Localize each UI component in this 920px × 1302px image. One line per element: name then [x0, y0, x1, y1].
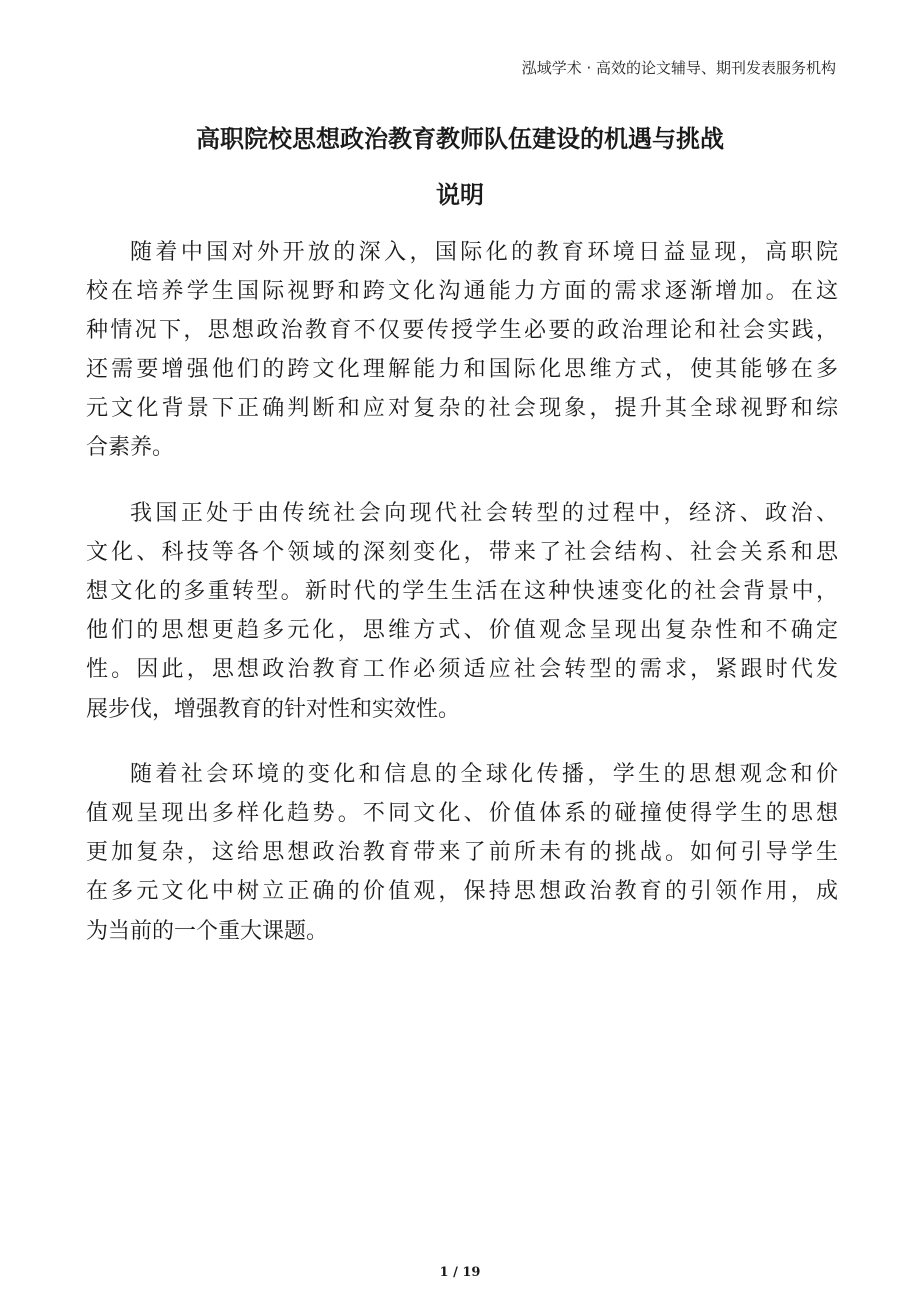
text-line: 元文化背景下正确判断和应对复杂的社会现象，提升其全球视野和综: [86, 396, 838, 422]
document-title: 高职院校思想政治教育教师队伍建设的机遇与挑战: [196, 125, 724, 153]
text-line: 还需要增强他们的跨文化理解能力和国际化思维方式，使其能够在多: [86, 357, 838, 383]
paragraph: [86, 233, 838, 468]
section-heading: 说明: [436, 181, 484, 209]
text-line: 校在培养学生国际视野和跨文化沟通能力方面的需求逐渐增加。在这: [86, 279, 838, 305]
text-line: 文化、科技等各个领域的深刻变化，带来了社会结构、社会关系和思: [86, 540, 838, 566]
text-line: 随着中国对外开放的深入，国际化的教育环境日益显现，高职院: [130, 240, 838, 265]
text-line: 种情况下，思想政治教育不仅要传授学生必要的政治理论和社会实践，: [86, 318, 838, 344]
text-line: 展步伐，增强教育的针对性和实效性。: [86, 696, 461, 722]
page-header: 泓域学术 · 高效的论文辅导、期刊发表服务机构: [521, 59, 836, 77]
text-line: 性。因此，思想政治教育工作必须适应社会转型的需求，紧跟时代发: [86, 657, 838, 683]
text-line: 随着社会环境的变化和信息的全球化传播，学生的思想观念和价: [130, 762, 838, 788]
document-body: [86, 233, 838, 977]
text-line: 值观呈现出多样化趋势。不同文化、价值体系的碰撞使得学生的思想: [86, 801, 838, 827]
paragraph: [86, 494, 838, 729]
text-line: 我国正处于由传统社会向现代社会转型的过程中，经济、政治、: [130, 501, 838, 527]
text-line: 合素养。: [86, 435, 175, 461]
page-number: 1 / 19: [439, 1265, 481, 1280]
paragraph: [86, 755, 838, 950]
text-line: 想文化的多重转型。新时代的学生生活在这种快速变化的社会背景中，: [86, 579, 838, 605]
text-line: 他们的思想更趋多元化，思维方式、价值观念呈现出复杂性和不确定: [86, 618, 838, 644]
text-line: 更加复杂，这给思想政治教育带来了前所未有的挑战。如何引导学生: [86, 840, 838, 866]
text-line: 为当前的一个重大课题。: [86, 918, 329, 944]
text-line: 在多元文化中树立正确的价值观，保持思想政治教育的引领作用，成: [86, 879, 838, 905]
